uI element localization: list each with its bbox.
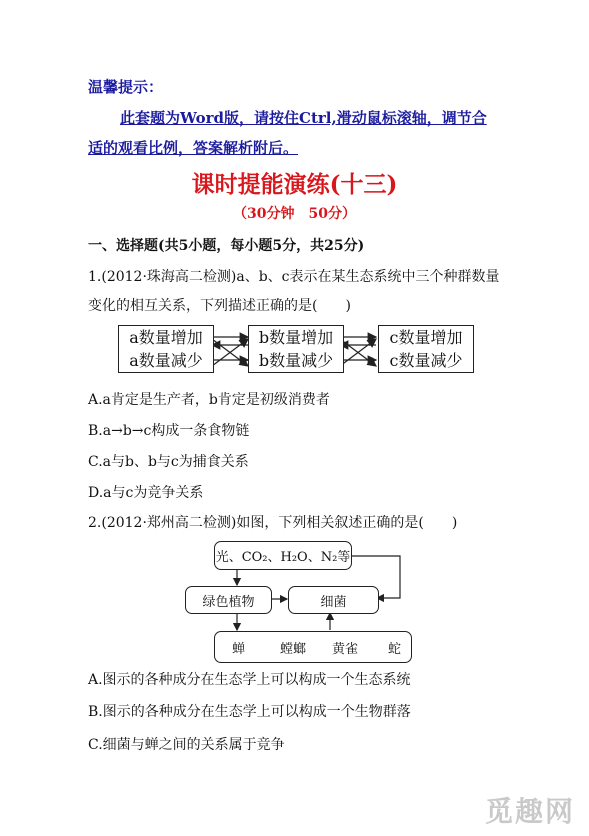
question-1-option-a: A.a肯定是生产者，b肯定是初级消费者 (88, 392, 330, 408)
food-chain-oriole: 黄雀 (332, 642, 359, 657)
question-2-option-c: C.细菌与蝉之间的关系属于竞争 (88, 737, 285, 753)
section-heading: 一、选择题(共5小题，每小题5分，共25分) (88, 238, 365, 254)
page-title: 课时提能演练(十三) (191, 171, 398, 198)
green-plant-box: 绿色植物 (185, 586, 272, 614)
population-box-c-up: c数量增加 (389, 328, 463, 347)
arrow-b-down-to-c-up (340, 339, 376, 366)
watermark-logo: 觅趣网 (484, 795, 575, 828)
food-chain-snake: 蛇 (388, 642, 402, 657)
question-1-option-d: D.a与c为竞争关系 (88, 485, 204, 501)
question-1-option-b: B.a→b→c构成一条食物链 (88, 423, 250, 439)
environment-box: 光、CO₂、H₂O、N₂等 (214, 541, 352, 570)
question-2-stem: 2.(2012·郑州高二检测)如图，下列相关叙述正确的是( ) (88, 515, 458, 531)
tips-line-1: 此套题为Word版，请按住Ctrl,滑动鼠标滚轴，调节合 (120, 109, 487, 127)
arrow-a-up-to-b-down (212, 339, 248, 366)
bacteria-box: 细菌 (288, 586, 379, 614)
population-box-b-down: b数量减少 (258, 351, 334, 370)
page-subtitle: （30分钟 50分） (233, 206, 356, 222)
question-1-option-c: C.a与b、b与c为捕食关系 (88, 454, 249, 470)
population-box-b (248, 325, 344, 373)
arrow-b-up-to-c-down (340, 339, 376, 366)
food-chain-mantis: 螳螂 (280, 642, 307, 657)
question-1-stem-line-2: 变化的相互关系，下列描述正确的是( ) (88, 298, 351, 314)
arrow-a-down-to-b-up (212, 339, 248, 366)
population-box-a-down: a数量减少 (129, 351, 203, 370)
tips-line-2: 适的观看比例，答案解析附后。 (88, 139, 299, 157)
question-2-option-b: B.图示的各种成分在生态学上可以构成一个生物群落 (88, 704, 411, 720)
question-2-option-a: A.图示的各种成分在生态学上可以构成一个生态系统 (88, 672, 411, 688)
population-box-a-up: a数量增加 (129, 328, 203, 347)
population-box-c-down: c数量减少 (389, 351, 463, 370)
question-1-stem-line-1: 1.(2012·珠海高二检测)a、b、c表示在某生态系统中三个种群数量 (88, 269, 500, 285)
food-chain-cicada: 蝉 (232, 642, 246, 657)
population-box-c (378, 325, 474, 373)
population-box-b-up: b数量增加 (258, 328, 334, 347)
population-box-a (118, 325, 214, 373)
tips-title: 温馨提示： (88, 78, 164, 96)
